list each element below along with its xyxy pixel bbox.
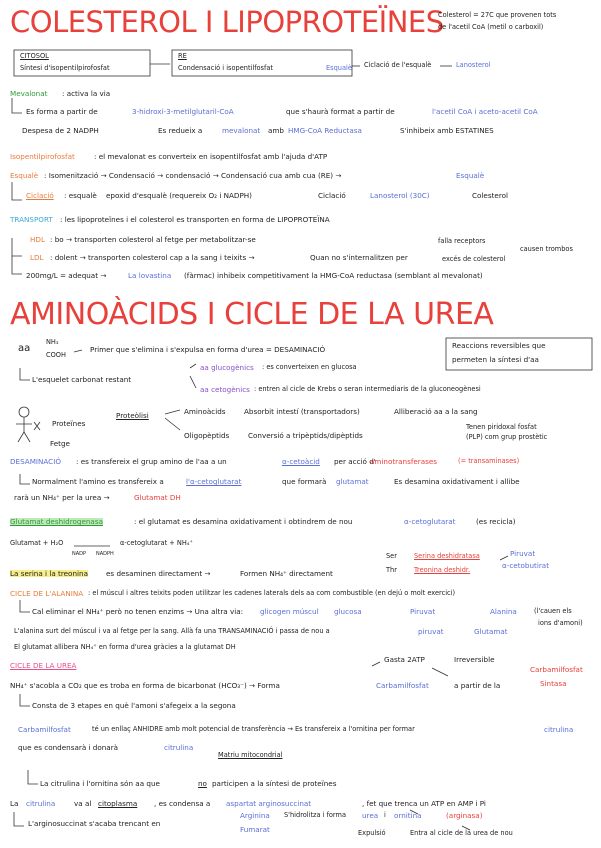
eq-acg-nh4: α-cetoglutarat + NH₄⁺ (120, 539, 193, 547)
lovastina: La lovastina (128, 271, 172, 280)
ciclacio-step-4: Lanosterol (30C) (370, 191, 430, 200)
glutamat-2: Glutamat (474, 627, 508, 636)
arrow-proteolisi-up (165, 410, 180, 414)
ciclacio-step-5: Colesterol (472, 191, 509, 200)
proteines: Proteïnes (52, 419, 86, 428)
ciclacio-step-1: : esqualè (64, 191, 97, 200)
ldl-rest: : dolent → transporten colesterol cap a la sang i teixits → (50, 253, 255, 262)
bracket-consta (20, 694, 30, 706)
citrulina-3: citrulina (26, 799, 56, 808)
line2-amb: amb (268, 126, 284, 135)
entra-cicle: Entra al cicle de la urea de nou (410, 829, 513, 837)
eq-nadph: NADPH (96, 551, 114, 557)
la-word: La (10, 799, 19, 808)
expulsio: Expulsió (358, 829, 386, 837)
normalment: Normalment l'amino es transfereix a (32, 477, 164, 486)
bracket-citrulina (28, 770, 38, 784)
ldl-label: LDL (30, 253, 44, 262)
hmg-coa: 3-hidroxi-3-metilglutaril-CoA (132, 107, 234, 116)
cicle-alanina-rest: : el múscul i altres teixits poden utilitzar les cadenes laterals dels aa com combustible (en dejú o molt exercici) (88, 589, 456, 597)
nh3: NH₃ (46, 338, 59, 346)
irreversible: Irreversible (454, 655, 495, 664)
esquale-step-label: Esqualè (10, 171, 39, 180)
citrulina-ornitina: La citrulina i l'ornitina són aa que (40, 779, 160, 788)
normalment-3: Es desamina oxidativament i allibe (394, 477, 520, 486)
alliberacio: Alliberació aa a la sang (394, 407, 478, 416)
apartir: a partir de la (454, 681, 501, 690)
line2-start: Despesa de 2 NADPH (22, 126, 99, 135)
serina-treonina: La serina i la treonina (10, 569, 88, 578)
conversio: Conversió a tripèptids/dipèptids (248, 431, 363, 440)
arrow-sintasa (432, 668, 448, 676)
hidrolitza: S'hidrolitza i forma (284, 811, 346, 819)
piridoxal-1: Tenen piridoxal fosfat (466, 423, 537, 431)
hmg-reductasa: HMG-CoA Reductasa (288, 126, 362, 135)
ions-amoni: ions d'amoni) (538, 619, 583, 627)
aa-glucogenics-rest: : es converteixen en glucosa (262, 363, 357, 371)
arginasa: (arginasa) (446, 811, 483, 820)
proteolisi: Proteòlisi (116, 411, 149, 420)
matriu-mitocondrial: Matriu mitocondrial (218, 751, 283, 759)
piruvat-2: Piruvat (410, 607, 436, 616)
participen: participen a la síntesi de proteïnes (212, 779, 337, 788)
arrow-ceto (190, 376, 196, 388)
carbamilfosfat-2-rest: té un enllaç ANHIDRE amb molt potencial de transferència → Es transfereix a l'ornitina per formar (92, 725, 415, 733)
mevalonat-rest: : activa la via (62, 89, 111, 98)
urea: urea (362, 811, 379, 820)
desaminacio-label: DESAMINACIÓ (10, 457, 61, 466)
desaminacio-rest: : es transfereix el grup amino de l'aa a un (76, 457, 227, 466)
desaminacio-primer: Primer que s'elimina i s'expulsa en forma d'urea = DESAMINACIÓ (90, 345, 326, 354)
aspartat: aspartat arginosuccinat (226, 799, 312, 808)
aa-cetogenics: aa cetogènics (200, 385, 250, 394)
thr: Thr (386, 566, 397, 574)
ser: Ser (386, 552, 397, 560)
cicle-alanina-label: CICLE DE L'ALANINA (10, 589, 84, 598)
ornitina: ornitina (394, 811, 422, 820)
acetil-coa: l'acetil CoA i aceto-acetil CoA (432, 107, 538, 116)
alanina-surt: L'alanina surt del múscul i va al fetge per la sang. Allà fa una TRANSAMINACIÓ i passa de nou a (14, 627, 330, 635)
glutamat: glutamat (336, 477, 369, 486)
oligopeptids: Oligopèptids (184, 431, 230, 440)
per-accio: per acció d' (334, 457, 376, 466)
gdh-recicla: (es recicla) (476, 517, 516, 526)
fetge: Fetge (50, 439, 70, 448)
box2-text: Condensació i isopentilfosfat (178, 64, 273, 72)
line1-start: Es forma a partir de (26, 107, 98, 116)
bracket-arginosuccinat (14, 812, 24, 826)
ciclacio-label: Ciclació de l'esqualè (364, 61, 432, 69)
serina-rest: es desaminen directament → (106, 569, 211, 578)
gdh-acg: α-cetoglutarat (404, 517, 456, 526)
condensara: que es condensarà i donarà (18, 743, 119, 752)
estatines: S'inhibeix amb ESTATINES (400, 126, 494, 135)
normalment-2: que formarà (282, 477, 327, 486)
treonina-deshidr: Treonina deshidr. (414, 566, 471, 574)
reaccions-box-2: permeten la síntesi d'aa (452, 355, 539, 364)
esquale-label: Esqualè (326, 64, 352, 72)
arginosuccinat: L'arginosuccinat s'acaba trencant en (28, 819, 161, 828)
line1-mid: que s'haurà format a partir de (286, 107, 395, 116)
reaccions-box-1: Reaccions reversibles que (452, 341, 546, 350)
piruvat-1: Piruvat (510, 549, 536, 558)
mevalonat-2: mevalonat (222, 126, 261, 135)
eq-glutamat: Glutamat + H₂O (10, 539, 64, 547)
aa-cetogenics-rest: : entren al cicle de Krebs o seran intermediaris de la gluconeogènesi (254, 385, 481, 393)
nh4-urea: rarà un NH₄⁺ per la urea → (14, 493, 110, 502)
piridoxal-2: (PLP) com grup prostètic (466, 433, 548, 441)
citrulina-1: citrulina (544, 725, 574, 734)
transport-rest: : les lipoproteïnes i el colesterol es transporten en forma de LIPOPROTEÏNA (60, 215, 330, 224)
bracket-esquelet (20, 368, 30, 380)
trenca-atp: , fet que trenca un ATP en AMP i Pi (362, 799, 486, 808)
bracket-cal (20, 600, 30, 612)
arrow-serina (500, 556, 508, 560)
i-word: i (384, 811, 386, 819)
esquale-step-end: Esqualè (456, 171, 485, 180)
glutamat-dh: Glutamat DH (134, 493, 181, 502)
citoplasma: citoplasma (98, 799, 138, 808)
consta-etapes: Consta de 3 etapes en què l'amoni s'afegeix a la segona (32, 701, 236, 710)
esquelet-carbonat: L'esquelet carbonat restant (32, 375, 132, 384)
box1-title: CITOSOL (20, 52, 49, 60)
transport-label: TRANSPORT (10, 215, 53, 224)
lanosterol-label: Lanosterol (456, 61, 491, 69)
alfa-cetobutirat: α-cetobutirat (502, 561, 550, 570)
cicle-urea-label: CICLE DE LA UREA (10, 661, 77, 670)
aa-glucogenics: aa glucogènics (200, 363, 254, 372)
arrow-aa-primer (74, 350, 82, 352)
cal-eliminar: Cal eliminar el NH₄⁺ però no tenen enzims → Una altra via: (32, 607, 244, 616)
arginina: Arginina (240, 811, 270, 820)
arrow-gluc (190, 364, 196, 368)
citrulina-2: citrulina (164, 743, 194, 752)
piruvat-3: piruvat (418, 627, 444, 636)
ciclacio-step-2: epoxid d'esqualè (requereix O₂ i NADPH) (106, 191, 252, 200)
bracket-despesa (12, 98, 22, 113)
ciclacio-step-label: Ciclació (26, 191, 54, 200)
eq-nadp: NADP (72, 551, 87, 557)
alanina: Alanina (490, 607, 517, 616)
bracket-200mg (12, 256, 22, 274)
condensa-a: , es condensa a (154, 799, 211, 808)
section1-title: COLESTEROL I LIPOPROTEÏNES (10, 5, 444, 39)
absorbit: Absorbit intestí (transportadors) (244, 407, 360, 416)
ldl-rest-2: Quan no s'internalitzen per (310, 253, 408, 262)
causen-trombos: causen trombos (520, 245, 573, 253)
colesterol-note-line1: Colesterol = 27C que provenen tots (438, 11, 557, 19)
cooh: COOH (46, 351, 66, 359)
formen-nh4: Formen NH₄⁺ directament (240, 569, 333, 578)
gdh-rest: : el glutamat es desamina oxidativament i obtindrem de nou (134, 517, 353, 526)
no-word: no (198, 779, 207, 788)
glutamat-allibera: El glutamat allibera NH₄⁺ en forma d'urea gràcies a la glutamat DH (14, 643, 236, 651)
hdl-label: HDL (30, 235, 45, 244)
alfa-cetoacid: α-cetoàcid (282, 457, 320, 466)
va-al: va al (74, 799, 92, 808)
nh4-co2: NH₄⁺ s'acobla a CO₂ que es troba en forma de bicarbonat (HCO₃⁻) → Forma (10, 681, 280, 690)
box1-text: Síntesi d'isopentilpirofosfat (20, 64, 110, 72)
bracket-normalment (20, 474, 30, 484)
line2-mid: Es redueix a (158, 126, 203, 135)
isopentil-rest: : el mevalonat es converteix en isopentilfosfat amb l'ajuda d'ATP (94, 152, 328, 161)
colesterol-note-line2: de l'acetil CoA (metil o carboxil) (438, 23, 544, 31)
exces-colesterol: excés de colesterol (442, 255, 506, 263)
glicogen-muscul: glicogen múscul (260, 607, 319, 616)
box-re (172, 50, 352, 76)
bracket-ciclacio (12, 182, 22, 200)
section2-title: AMINOÀCIDS I CICLE DE LA UREA (10, 297, 494, 332)
serina-deshidratasa: Serina deshidratasa (414, 552, 480, 560)
bracket-ldl (12, 238, 22, 256)
falla-receptors: falla receptors (438, 237, 486, 245)
fumarat: Fumarat (240, 825, 270, 834)
cauen: (l'cauen els (534, 607, 572, 615)
adequat: 200mg/L = adequat → (26, 271, 107, 280)
lovastina-rest: (fàrmac) inhibeix competitivament la HMG-CoA reductasa (semblant al mevalonat) (184, 271, 483, 280)
arrow-gasta (372, 662, 380, 666)
transaminases: (= transaminases) (458, 457, 520, 465)
isopentil-label: Isopentilpirofosfat (10, 152, 75, 161)
box2-title: RE (178, 52, 187, 60)
hdl-rest: : bo → transporten colesterol al fetge per metabolitzar-se (50, 235, 256, 244)
arrow-proteolisi-down (165, 418, 180, 430)
person-icon (16, 407, 40, 442)
aminotransferases: aminotransferases (370, 457, 438, 466)
aa-symbol: aa (18, 343, 31, 354)
gasta-atp: Gasta 2ATP (384, 655, 425, 664)
carbamilfosfat-2: Carbamilfosfat (18, 725, 71, 734)
mevalonat-label: Mevalonat (10, 89, 48, 98)
alfa-cetoglutarat: l'α-cetoglutarat (186, 477, 242, 486)
esquale-step-rest: : Isomenització → Condensació → condensació → Condensació cua amb cua (RE) → (44, 171, 342, 180)
glutamat-deshidrogenasa: Glutamat deshidrogenasa (10, 517, 103, 526)
ciclacio-step-3: Ciclació (318, 191, 346, 200)
carbamilfosfat-sintasa-2: Sintasa (540, 679, 567, 688)
glucosa: glucosa (334, 607, 362, 616)
carbamilfosfat-1: Carbamilfosfat (376, 681, 429, 690)
carbamilfosfat-sintasa-1: Carbamilfosfat (530, 665, 583, 674)
aminoacids: Aminoàcids (184, 407, 226, 416)
